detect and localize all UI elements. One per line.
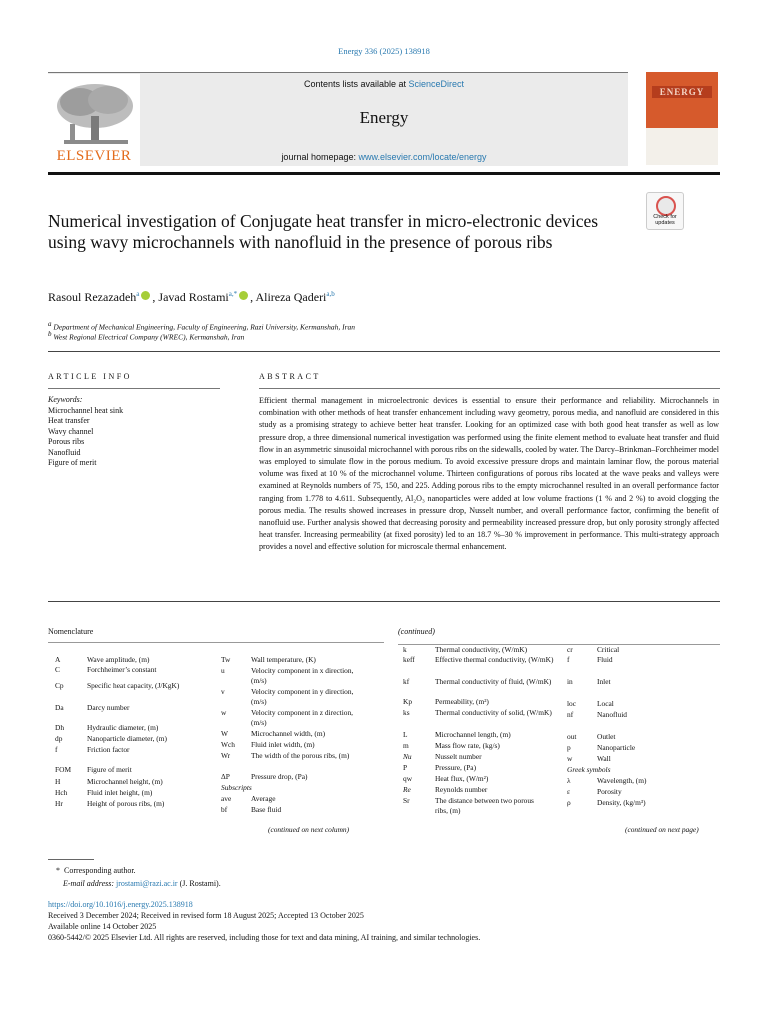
divider [48, 388, 220, 389]
article-history: https://doi.org/10.1016/j.energy.2025.138918 Received 3 December 2024; Received in revised form 18 August 2025; Accepted 13 October 2025 Available online 14 October 2025 0360-5442/© 2025 Elsevier Ltd. All rights are reserved, including those for text and data mining, AI training, and similar technologies. [48, 900, 481, 942]
divider [48, 601, 720, 602]
nomenclature-col-2: Tw Wall temperature, (K) u Velocity component in x direction, (m/s) v Velocity component in y direction, (m/s) w Velocity component in z direction, (m/s) W Microchannel width, (m) Wch Fluid inlet width, (m) Wr The width of the porous ribs, (m) ΔP Pressure drop, (Pa) Subscripts ave Average bf Base fluid [221, 655, 354, 814]
continued-label: (continued) [398, 627, 435, 636]
author-name[interactable]: Rasoul Rezazadeh [48, 290, 137, 304]
abstract-text: Efficient thermal management in microelectronic devices is essential to ensure their performance and reliability. Microchannels in combination with other methods of heat transfer enhancement including wavy geometry, porous media, and nanofluid are considered in this study as a promising strategy to achieve better heat transfer. Looking for an optimized case with both good heat transfer as well as low pressure drop, a three dimensional numerical investigation was performed using the finite element method to evaluate heat transfer and fluid flow in an asymmetric sinusoidal microchannel with porous ribs on the sidewalls, cooled by water. The Darcy–Brinkman–Forchheimer model was employed to simulate flow in the porous medium. To avoid excessive pressure drops and maintain laminar flow, the porous material volume was fixed at 10 % of the microchannel volume. Thirteen configurations of porous ribs located at the wave peaks and valleys were examined at Reynolds numbers of 75, 150, and 225. Adding porous ribs to the empty microchannel resulted in an overall performance factor ranging from 1.778 to 4.611. Subsequently, Al₂O₃ nanoparticles were added at low volume fractions (1 % and 2 %) to avoid clogging the porous media. The results showed increases in pressure drop, Nusselt number, and overall performance factor, confirming the benefit of nanofluid use. Further analysis showed that decreasing porosity and permeability increased pressure drop, but only porosity strongly affected heat transfer. Increasing permeability (at fixed porosity) led to an 18.7 %–30 % improvement in performance. This multi-strategy approach provides a novel and effective solution for microscale thermal enhancement. [259, 396, 719, 552]
elsevier-tree-icon [50, 80, 140, 146]
homepage-line: journal homepage: www.elsevier.com/locate/energy [281, 152, 487, 162]
affiliation: $^a$ Department of Mechanical Engineering, Faculty of Engineering, Razi University, Kermanshah, Iran [48, 320, 355, 332]
orcid-icon[interactable] [141, 291, 150, 300]
divider [48, 351, 720, 352]
nomenclature-col-4: cr Critical f Fluid in Inlet loc Local nf Nanofluid out Outlet p Nanoparticle w Wall Greek symbols λ Wavelength, (m) ε Porosity ρ Density, (kg/m³) [567, 645, 647, 807]
doi-link[interactable]: https://doi.org/10.1016/j.energy.2025.138918 [48, 900, 193, 909]
keyword: Wavy channel [48, 426, 94, 436]
article-info-heading: ARTICLE INFO [48, 372, 132, 381]
orcid-icon[interactable] [239, 291, 248, 300]
nomenclature-col-1: A Wave amplitude, (m) C Forchheimer’s constant Cp Specific heat capacity, (J/KgK) Da Darcy number Dh Hydraulic diameter, (m) dp Nanoparticle diameter, (m) f Friction factor FOM Figure of merit H Microchannel height, (m) Hch Fluid inlet height, (m) Hr Height of porous ribs, (m) [55, 655, 180, 808]
publisher-name: ELSEVIER [56, 148, 132, 164]
continued-next-column: (continued on next column) [268, 825, 350, 834]
contents-line: Contents lists available at ScienceDirect [303, 79, 465, 89]
footnote-rule [48, 859, 94, 860]
divider [48, 642, 384, 643]
abstract-heading: ABSTRACT [259, 372, 321, 381]
journal-name: Energy [359, 108, 409, 127]
footnote: * Corresponding author. E-mail address: jrostami@razi.ac.ir (J. Rostami). [56, 866, 221, 888]
divider [259, 388, 720, 389]
article-title: Numerical investigation of Conjugate heat transfer in micro-electronic devices using wavy microchannels with nanofluid in the presence of porous ribs [48, 211, 599, 252]
keyword: Heat transfer [48, 416, 90, 425]
affiliation: $^b$ West Regional Electrical Company (WREC), Kermanshah, Iran [48, 330, 245, 342]
email-link[interactable]: jrostami@razi.ac.ir [116, 879, 178, 888]
header-rule [48, 172, 720, 175]
nomenclature-heading: Nomenclature [48, 627, 94, 636]
keywords: Keywords: Microchannel heat sink Heat transfer Wavy channel Porous ribs Nanofluid Figure of merit [48, 395, 223, 469]
bookmark-icon [656, 196, 676, 216]
sciencedirect-link[interactable]: ScienceDirect [408, 79, 465, 89]
author-name[interactable]: Alireza Qaderi [255, 290, 327, 304]
keyword: Porous ribs [48, 437, 85, 446]
continued-next-page: (continued on next page) [625, 825, 699, 834]
journal-cover[interactable]: ENERGY [646, 72, 718, 165]
check-for-updates-button[interactable]: Check for updates [646, 192, 684, 230]
nomenclature-col-3: k Thermal conductivity, (W/mK) keff Effective thermal conductivity, (W/mK) kf Thermal conductivity of fluid, (W/mK) Kp Permeability, (m²) ks Thermal conductivity of solid, (W/mK) L Microchannel length, (m) m Mass flow rate, (kg/s) Nu Nusselt number P Pressure, (Pa) qw Heat flux, (W/m²) Re Reynolds number Sr The distance between two porous ribs, (m) [403, 645, 554, 815]
journal-reference[interactable]: Energy 336 (2025) 138918 [338, 46, 430, 56]
top-rule [48, 72, 628, 73]
keyword: Microchannel heat sink [48, 405, 124, 415]
keyword: Nanofluid [48, 447, 81, 457]
author-list: Rasoul Rezazadeh$^a$ , Javad Rostami$^{a,*}$ , Alireza Qaderi$^{a,b}$ [48, 290, 335, 304]
keyword: Figure of merit [48, 458, 97, 467]
homepage-link[interactable]: www.elsevier.com/locate/energy [358, 152, 487, 162]
author-name[interactable]: Javad Rostami [158, 290, 229, 304]
